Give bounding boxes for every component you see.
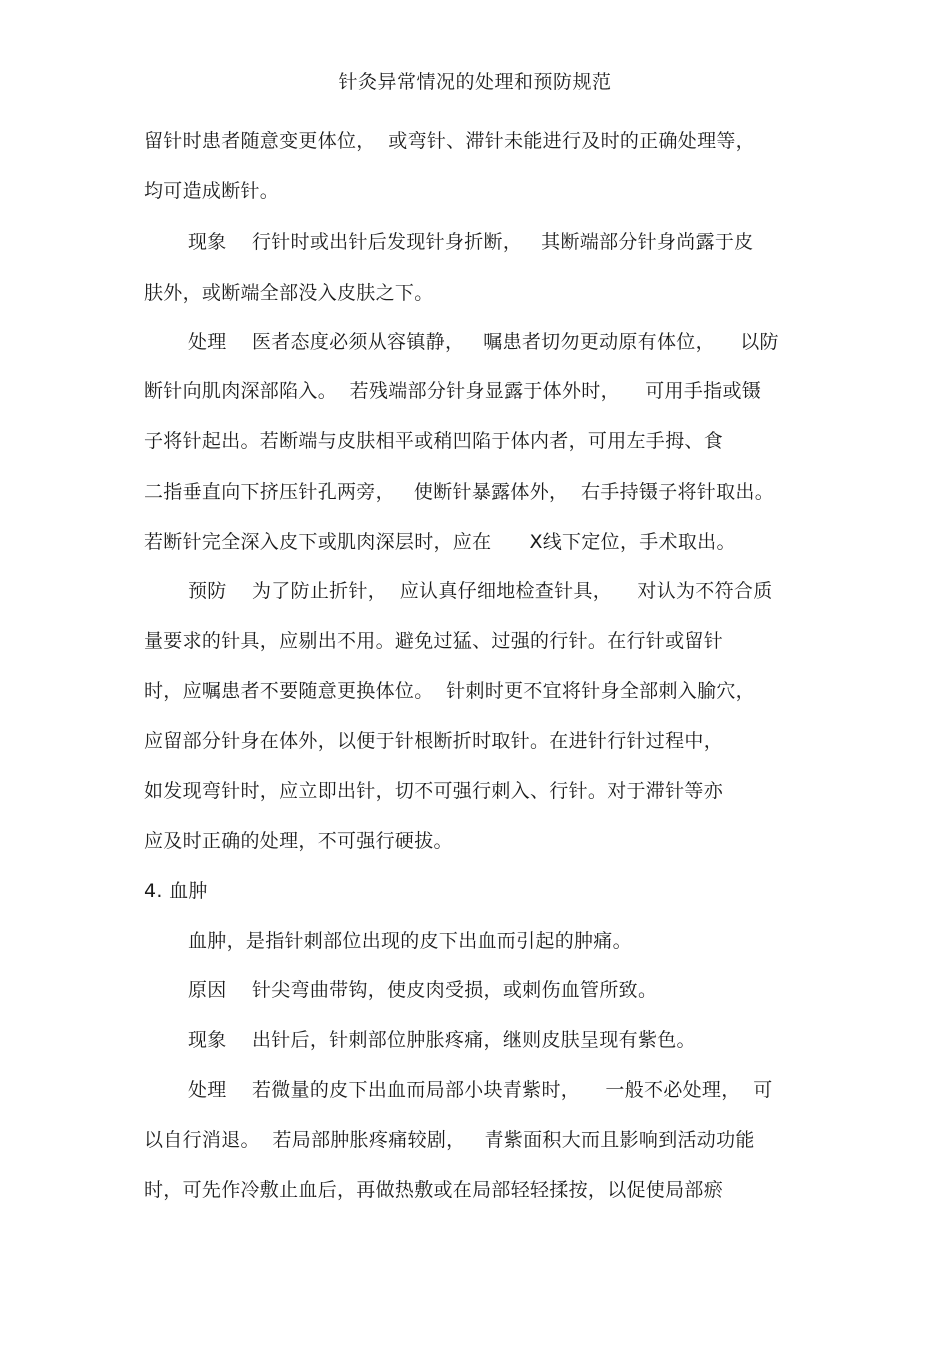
body-text-line: 断针向肌肉深部陷入。 若残端部分针身显露于体外时， 可用手指或镊 — [144, 380, 762, 402]
body-text-line: 时，可先作冷敷止血后，再做热敷或在局部轻轻揉按，以促使局部瘀 — [144, 1179, 724, 1201]
body-text-line: 留针时患者随意变更体位， 或弯针、滞针未能进行及时的正确处理等， — [144, 130, 755, 152]
body-text-line: 现象 行针时或出针后发现针身折断， 其断端部分针身尚露于皮 — [188, 231, 754, 253]
body-text-line: 现象 出针后，针刺部位肿胀疼痛，继则皮肤呈现有紫色。 — [188, 1029, 696, 1051]
body-text-line: 均可造成断针。 — [144, 180, 280, 202]
body-text-line: 应留部分针身在体外，以便于针根断折时取针。在进针行针过程中， — [144, 730, 724, 752]
body-text-line: 肤外，或断端全部没入皮肤之下。 — [144, 282, 434, 304]
body-text-line: 以自行消退。 若局部肿胀疼痛较剧， 青紫面积大而且影响到活动功能 — [144, 1129, 755, 1151]
body-text-line: 时，应嘱患者不要随意更换体位。 针刺时更不宜将针身全部刺入腧穴， — [144, 680, 755, 702]
body-text-line: 若断针完全深入皮下或肌肉深层时，应在 X线下定位，手术取出。 — [144, 531, 736, 553]
body-text-line: 处理 若微量的皮下出血而局部小块青紫时， 一般不必处理， 可 — [188, 1079, 773, 1101]
body-text-line: 子将针起出。若断端与皮肤相平或稍凹陷于体内者，可用左手拇、食 — [144, 430, 724, 452]
body-text-line: 如发现弯针时，应立即出针，切不可强行刺入、行针。对于滞针等亦 — [144, 780, 724, 802]
body-text-line: 量要求的针具，应剔出不用。避免过猛、过强的行针。在行针或留针 — [144, 630, 724, 652]
body-text-line: 应及时正确的处理，不可强行硬拔。 — [144, 830, 453, 852]
page-title: 针灸异常情况的处理和预防规范 — [338, 71, 612, 93]
body-text-line: 血肿，是指针刺部位出现的皮下出血而引起的肿痛。 — [188, 930, 632, 952]
body-text-line: 预防 为了防止折针， 应认真仔细地检查针具， 对认为不符合质 — [188, 580, 773, 602]
body-text-line: 处理 医者态度必须从容镇静， 嘱患者切勿更动原有体位， 以防 — [188, 331, 779, 353]
body-text-line: 二指垂直向下挤压针孔两旁， 使断针暴露体外， 右手持镊子将针取出。 — [144, 481, 774, 503]
body-text-line: 原因 针尖弯曲带钩，使皮肉受损，或刺伤血管所致。 — [188, 979, 658, 1001]
section-heading: 4. 血肿 — [144, 880, 208, 902]
